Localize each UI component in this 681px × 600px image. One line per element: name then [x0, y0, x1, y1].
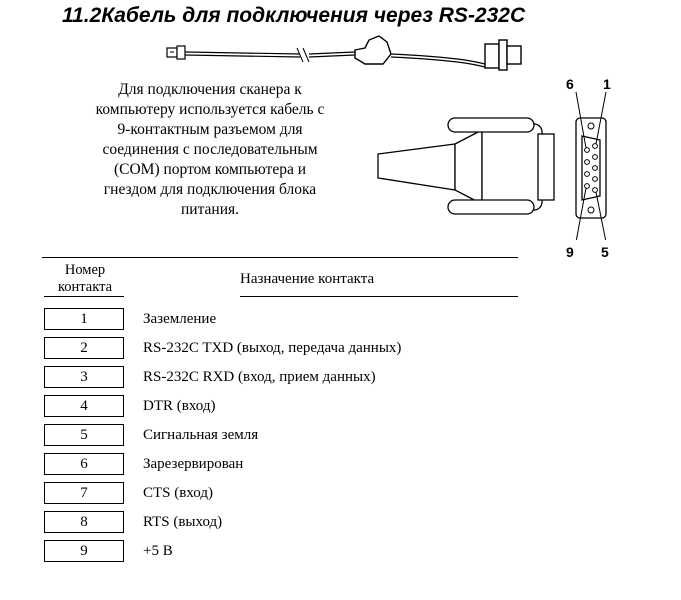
table-row [44, 337, 402, 359]
pin-number: 5 [44, 424, 124, 446]
pin-number: 3 [44, 366, 124, 388]
header-num-rule [44, 296, 124, 297]
pin-description: Сигнальная земля [143, 426, 259, 443]
pin-number: 2 [44, 337, 124, 359]
table-row [44, 308, 217, 330]
pin-label-5: 5 [601, 244, 609, 260]
table-row [44, 366, 376, 388]
pin-label-6: 6 [566, 76, 574, 92]
pin-description: RS-232C RXD (вход, прием данных) [143, 368, 376, 385]
table-row [44, 511, 223, 533]
table-row [44, 424, 259, 446]
pin-description: RTS (выход) [143, 513, 223, 530]
pin-label-1: 1 [603, 76, 611, 92]
header-desc-rule [240, 296, 518, 297]
description-text: Для подключения сканера к компьютеру используется кабель с 9-контактным разъемом для соединения с последовательным (COM) портом компьютера и гнездом для подключения блока питания. [95, 81, 325, 218]
cable-illustration [165, 30, 525, 75]
table-row [44, 453, 244, 475]
pin-number: 8 [44, 511, 124, 533]
table-top-rule [42, 257, 518, 258]
table-row [44, 540, 173, 562]
table-row [44, 482, 213, 504]
pin-label-9: 9 [566, 244, 574, 260]
page-title: 11.2Кабель для подключения через RS-232C [62, 4, 526, 27]
pin-description: Заземление [143, 310, 217, 327]
pin-number: 4 [44, 395, 124, 417]
pin-description: DTR (вход) [143, 397, 216, 414]
pin-number: 7 [44, 482, 124, 504]
pin-number: 9 [44, 540, 124, 562]
header-pin-number: Номер контакта [57, 262, 113, 295]
pin-description: CTS (вход) [143, 484, 213, 501]
pin-number: 1 [44, 308, 124, 330]
pin-description: Зарезервирован [143, 455, 244, 472]
db9-connector-illustration [370, 70, 630, 240]
header-pin-purpose: Назначение контакта [240, 271, 375, 287]
pin-description: RS-232C TXD (выход, передача данных) [143, 339, 402, 356]
table-row [44, 395, 216, 417]
pin-number: 6 [44, 453, 124, 475]
pin-description: +5 В [143, 542, 173, 559]
